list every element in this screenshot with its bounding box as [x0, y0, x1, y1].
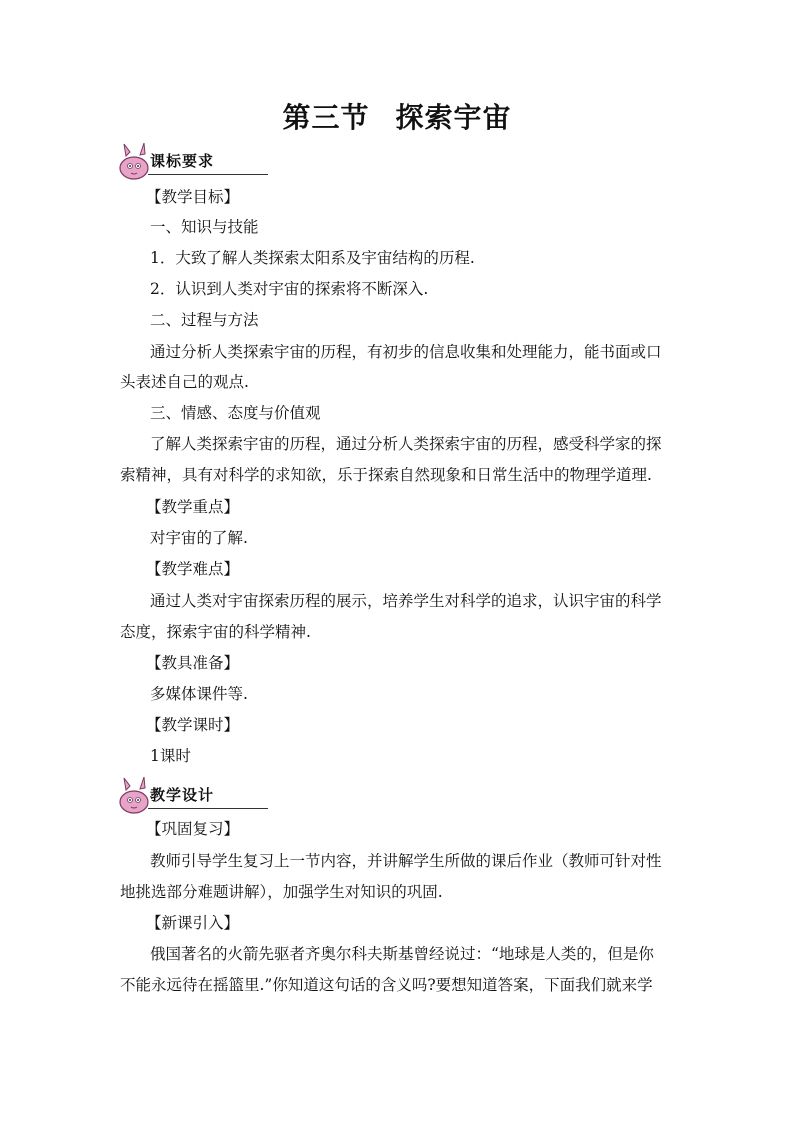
heading-teaching-aids: 【教具准备】	[146, 654, 240, 672]
title-topic: 探索宇宙	[395, 101, 512, 134]
paragraph-line: 1课时	[150, 747, 191, 765]
paragraph-line: 地挑选部分难题讲解），加强学生对知识的巩固.	[120, 883, 443, 901]
subheading-knowledge-skills: 一、知识与技能	[150, 218, 259, 236]
paragraph-line: 了解人类探索宇宙的历程，通过分析人类探索宇宙的历程，感受科学家的探	[150, 435, 662, 453]
page-title	[0, 98, 794, 138]
mascot-icon	[118, 142, 154, 182]
paragraph-line: 俄国著名的火箭先驱者齐奥尔科夫斯基曾经说过：“地球是人类的，但是你	[150, 945, 654, 963]
paragraph-line: 态度，探索宇宙的科学精神.	[120, 623, 311, 641]
section-label-standards: 课标要求	[150, 152, 215, 170]
goal-item-2: 2．认识到人类对宇宙的探索将不断深入.	[150, 280, 429, 298]
paragraph-line: 多媒体课件等.	[150, 685, 248, 703]
paragraph-line: 不能永远待在摇篮里.”你知道这句话的含义吗?要想知道答案，下面我们就来学	[120, 976, 653, 994]
heading-review: 【巩固复习】	[146, 820, 240, 838]
heading-difficulties: 【教学难点】	[146, 560, 240, 578]
paragraph-line: 对宇宙的了解.	[150, 529, 248, 547]
title-section-number: 第三节	[282, 101, 370, 134]
goal-item-1: 1．大致了解人类探索太阳系及宇宙结构的历程.	[150, 249, 475, 267]
section-header-standards	[118, 142, 318, 182]
section-underline	[148, 808, 268, 809]
section-underline	[148, 174, 268, 175]
paragraph-line: 索精神，具有对科学的求知欲，乐于探索自然现象和日常生活中的物理学道理.	[120, 466, 652, 484]
mascot-icon	[118, 776, 154, 816]
paragraph-line: 教师引导学生复习上一节内容，并讲解学生所做的课后作业（教师可针对性	[150, 852, 662, 870]
heading-key-points: 【教学重点】	[146, 498, 240, 516]
subheading-process-method: 二、过程与方法	[150, 311, 259, 329]
paragraph-line: 通过人类对宇宙探索历程的展示，培养学生对科学的追求，认识宇宙的科学	[150, 592, 662, 610]
heading-class-hours: 【教学课时】	[146, 716, 240, 734]
section-header-design	[118, 776, 318, 816]
paragraph-line: 头表述自己的观点.	[120, 373, 249, 391]
section-label-design: 教学设计	[150, 786, 215, 804]
heading-new-lesson: 【新课引入】	[146, 914, 240, 932]
paragraph-line: 通过分析人类探索宇宙的历程，有初步的信息收集和处理能力，能书面或口	[150, 343, 662, 361]
subheading-emotion-values: 三、情感、态度与价值观	[150, 404, 321, 422]
heading-teaching-goals: 【教学目标】	[146, 188, 240, 206]
